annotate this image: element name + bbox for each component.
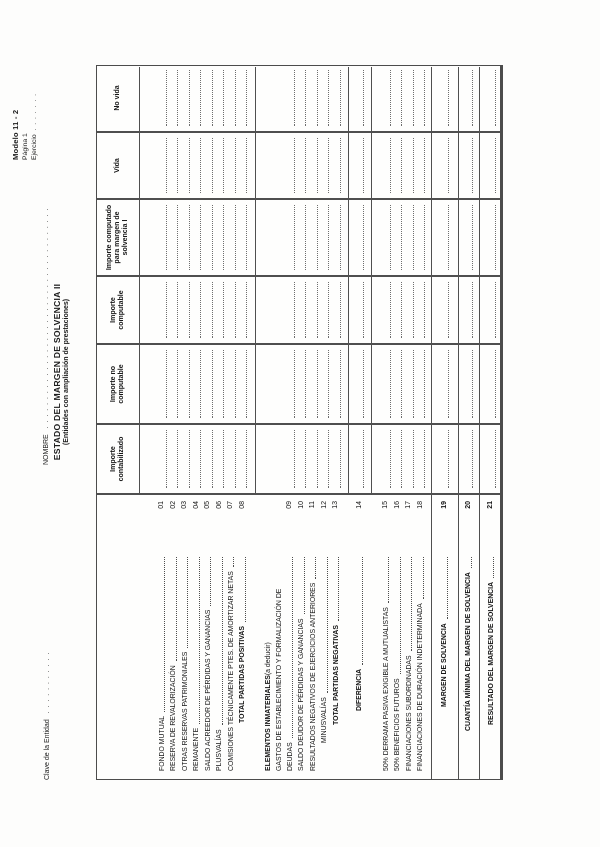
label-dotted-leader <box>164 557 165 712</box>
amount-dotted-line <box>328 205 329 270</box>
row-number: 02 <box>169 501 177 509</box>
row-number: 16 <box>393 501 401 509</box>
label-dotted-leader <box>315 557 316 579</box>
col-header-vida: Vida <box>113 158 121 173</box>
amount-dotted-line <box>424 430 425 488</box>
amount-dotted-line <box>448 282 449 338</box>
amount-dotted-line <box>401 282 402 338</box>
amount-dotted-line <box>363 205 364 270</box>
row-label-text: CUANTÍA MÍNIMA DEL MARGEN DE SOLVENCIA <box>465 572 472 731</box>
col-header-no-vida: No vida <box>113 85 121 111</box>
row-label-text: GASTOS DE ESTABLECIMIENTO Y FORMALIZACIÓN DE <box>275 588 283 771</box>
amount-dotted-line <box>235 70 236 126</box>
amount-dotted-line <box>305 205 306 270</box>
amount-dotted-line <box>177 350 178 418</box>
row-number: 21 <box>487 501 494 509</box>
amount-dotted-line <box>328 138 329 193</box>
amount-dotted-line <box>340 430 341 488</box>
amount-dotted-line <box>472 70 473 126</box>
label-dotted-leader <box>447 557 448 619</box>
row-label <box>319 554 330 743</box>
amount-dotted-line <box>223 138 224 193</box>
amount-dotted-line <box>177 138 178 193</box>
amount-dotted-line <box>363 430 364 488</box>
amount-dotted-line <box>200 205 201 270</box>
row-label <box>180 554 191 771</box>
row-label-text: FINANCIACIONES DE DURACIÓN INDETERMINADA <box>417 603 424 771</box>
entity-key-dots: . . . . . . . . . . . <box>44 651 51 714</box>
amount-dotted-line <box>328 70 329 126</box>
model-block <box>11 93 40 160</box>
amount-dotted-line <box>424 282 425 338</box>
row-label-text: REMANENTE <box>193 727 200 771</box>
amount-dotted-line <box>235 430 236 488</box>
row-label <box>296 554 307 771</box>
label-dotted-leader <box>292 557 293 738</box>
row-label-text: RESULTADO DEL MARGEN DE SOLVENCIA <box>487 581 495 725</box>
amount-dotted-line <box>200 70 201 126</box>
amount-dotted-line <box>166 350 167 418</box>
amount-dotted-line <box>448 70 449 126</box>
amount-dotted-line <box>328 430 329 488</box>
amount-dotted-line <box>223 282 224 338</box>
amount-dotted-line <box>177 205 178 270</box>
label-dotted-leader <box>245 557 246 622</box>
row-number: 01 <box>158 501 165 509</box>
row-label <box>331 554 342 725</box>
amount-dotted-line <box>413 205 414 270</box>
amount-dotted-line <box>363 138 364 193</box>
row-label <box>381 554 392 771</box>
amount-dotted-line <box>472 282 473 338</box>
row-label-text: FINANCIACIONES SUBORDINADAS <box>405 655 413 771</box>
col-header-importe-computado-margen-solvencia: Importe computado para margen de solvencia I <box>105 204 130 271</box>
row-label <box>203 554 214 771</box>
label-dotted-leader <box>210 557 211 606</box>
amount-dotted-line <box>305 282 306 338</box>
row-number: 09 <box>286 501 293 509</box>
amount-dotted-line <box>340 350 341 418</box>
amount-dotted-line <box>413 282 414 338</box>
amount-dotted-line <box>212 70 213 126</box>
amount-dotted-line <box>317 282 318 338</box>
amount-dotted-line <box>448 205 449 270</box>
amount-dotted-line <box>246 138 247 193</box>
amount-dotted-line <box>317 350 318 418</box>
row-label <box>439 554 450 707</box>
label-dotted-leader <box>222 557 223 725</box>
amount-dotted-line <box>328 350 329 418</box>
amount-dotted-line <box>212 138 213 193</box>
amount-dotted-line <box>223 430 224 488</box>
amount-dotted-line <box>177 282 178 338</box>
row-label-text: FONDO MUTUAL <box>158 715 166 771</box>
row-number: 03 <box>181 501 188 509</box>
row-number: 10 <box>297 501 305 509</box>
row-number: 20 <box>464 501 472 509</box>
amount-dotted-line <box>340 205 341 270</box>
amount-dotted-line <box>235 350 236 418</box>
table-rule-horizontal <box>431 67 432 779</box>
amount-dotted-line <box>424 138 425 193</box>
row-label-text: TOTAL PARTIDAS NEGATIVAS <box>332 625 340 725</box>
label-dotted-leader <box>199 557 200 724</box>
row-label <box>285 554 296 771</box>
amount-dotted-line <box>212 350 213 418</box>
amount-dotted-line <box>166 282 167 338</box>
row-number: 11 <box>309 501 316 509</box>
name-dots: . . . . . . . . . . . . . . . . . . . . . . . . . . . . . . . . . . . . . . <box>43 207 50 429</box>
row-label-suffix: (a deducir) <box>264 642 272 676</box>
amount-dotted-line <box>223 205 224 270</box>
amount-dotted-line <box>235 282 236 338</box>
table-rule-horizontal <box>458 67 459 779</box>
section-heading <box>274 554 285 771</box>
amount-dotted-line <box>200 138 201 193</box>
name-field <box>43 208 50 465</box>
amount-dotted-line <box>294 430 295 488</box>
amount-dotted-line <box>246 205 247 270</box>
amount-dotted-line <box>189 138 190 193</box>
row-label-text: DIFERENCIA <box>356 668 363 711</box>
row-label-text: ELEMENTOS INMATERIALES <box>264 675 272 771</box>
row-number: 05 <box>204 501 211 509</box>
amount-dotted-line <box>495 70 496 126</box>
amount-dotted-line <box>294 138 295 193</box>
amount-dotted-line <box>472 138 473 193</box>
amount-dotted-line <box>305 138 306 193</box>
amount-dotted-line <box>401 350 402 418</box>
section-heading <box>263 554 274 771</box>
amount-dotted-line <box>166 430 167 488</box>
form-title: ESTADO DEL MARGEN DE SOLVENCIA II <box>52 283 62 461</box>
table-rule-vertical <box>97 423 500 424</box>
label-dotted-leader <box>187 557 188 648</box>
amount-dotted-line <box>495 282 496 338</box>
row-label <box>486 554 497 725</box>
amount-dotted-line <box>424 350 425 418</box>
amount-dotted-line <box>212 205 213 270</box>
form-subtitle: (Entidades con ampliación de prestaciones) <box>63 298 70 446</box>
row-label-text: 50% DERRAMA PASIVA EXIGIBLE A MUTUALISTAS <box>382 607 390 771</box>
row-label-text: RESULTADOS NEGATIVOS DE EJERCICIOS ANTERIORES <box>309 582 317 771</box>
row-number: 17 <box>405 501 412 509</box>
label-dotted-leader <box>471 557 472 568</box>
amount-dotted-line <box>328 282 329 338</box>
amount-dotted-line <box>177 430 178 488</box>
table-rule-vertical <box>97 275 500 276</box>
amount-dotted-line <box>200 350 201 418</box>
amount-dotted-line <box>413 430 414 488</box>
label-dotted-leader <box>176 557 177 661</box>
col-header-importe-no-computable: Importe no computable <box>109 364 125 404</box>
amount-dotted-line <box>294 350 295 418</box>
amount-dotted-line <box>166 70 167 126</box>
amount-dotted-line <box>340 70 341 126</box>
row-label-text: RESERVA DE REVALORIZACIÓN <box>170 665 177 771</box>
amount-dotted-line <box>294 205 295 270</box>
table-rule-horizontal <box>255 67 256 494</box>
amount-dotted-line <box>495 350 496 418</box>
amount-dotted-line <box>390 138 391 193</box>
row-label-text: PLUSVALÍAS <box>216 729 223 771</box>
amount-dotted-line <box>390 205 391 270</box>
amount-dotted-line <box>246 282 247 338</box>
label-dotted-leader <box>362 557 363 665</box>
amount-dotted-line <box>363 282 364 338</box>
row-label-text: TOTAL PARTIDAS POSITIVAS <box>239 626 246 723</box>
amount-dotted-line <box>223 350 224 418</box>
row-label <box>392 554 403 771</box>
row-number: 06 <box>215 501 223 509</box>
label-dotted-leader <box>400 557 401 674</box>
table-rule-vertical <box>97 131 500 132</box>
row-label <box>415 554 426 771</box>
amount-dotted-line <box>390 430 391 488</box>
label-dotted-leader <box>423 557 424 599</box>
amount-dotted-line <box>340 282 341 338</box>
solvency-margin-table <box>96 65 503 780</box>
amount-dotted-line <box>235 205 236 270</box>
entity-key-label: Clave de la Entidad <box>44 719 51 780</box>
row-label <box>237 554 248 723</box>
amount-dotted-line <box>223 70 224 126</box>
row-number: 15 <box>382 501 389 509</box>
exercise-field <box>30 93 40 160</box>
label-dotted-leader <box>388 557 389 603</box>
amount-dotted-line <box>305 350 306 418</box>
row-label <box>191 554 202 771</box>
amount-dotted-line <box>317 430 318 488</box>
amount-dotted-line <box>390 70 391 126</box>
amount-dotted-line <box>212 282 213 338</box>
amount-dotted-line <box>390 350 391 418</box>
amount-dotted-line <box>235 138 236 193</box>
model-number: Modelo 11 - 2 <box>11 109 20 160</box>
table-rule-vertical <box>97 493 500 494</box>
row-number: 19 <box>440 501 448 509</box>
table-rule-horizontal <box>139 67 140 494</box>
row-number: 14 <box>355 501 363 509</box>
exercise-dots: . . . . . . . <box>31 92 38 131</box>
amount-dotted-line <box>448 430 449 488</box>
entity-key-field <box>44 652 51 780</box>
page-number: Página 1 <box>21 133 29 160</box>
amount-dotted-line <box>495 205 496 270</box>
amount-dotted-line <box>246 70 247 126</box>
row-number: 18 <box>416 501 424 509</box>
row-label <box>168 554 179 771</box>
row-label <box>157 554 168 771</box>
row-label <box>226 554 237 771</box>
row-label-text: DEUDAS <box>286 742 294 771</box>
amount-dotted-line <box>413 350 414 418</box>
amount-dotted-line <box>472 350 473 418</box>
amount-dotted-line <box>305 70 306 126</box>
amount-dotted-line <box>317 205 318 270</box>
label-dotted-leader <box>338 557 339 621</box>
label-dotted-leader <box>327 557 328 693</box>
amount-dotted-line <box>363 350 364 418</box>
row-label <box>214 554 225 771</box>
amount-dotted-line <box>294 282 295 338</box>
row-label-text: SALDO DEUDOR DE PÉRDIDAS Y GANANCIAS <box>298 618 305 771</box>
row-number: 13 <box>332 501 339 509</box>
amount-dotted-line <box>246 350 247 418</box>
amount-dotted-line <box>401 138 402 193</box>
row-number: 04 <box>192 501 200 509</box>
amount-dotted-line <box>177 70 178 126</box>
amount-dotted-line <box>340 138 341 193</box>
row-label-text: MARGEN DE SOLVENCIA <box>441 623 448 707</box>
amount-dotted-line <box>472 205 473 270</box>
amount-dotted-line <box>200 282 201 338</box>
row-number: 07 <box>227 501 234 509</box>
name-label: NOMBRE <box>43 434 50 465</box>
amount-dotted-line <box>448 350 449 418</box>
amount-dotted-line <box>424 70 425 126</box>
row-label-text: 50% BENEFICIOS FUTUROS <box>394 678 401 771</box>
row-label <box>463 554 474 731</box>
table-rule-vertical <box>97 343 500 344</box>
exercise-label: Ejercicio <box>31 134 38 160</box>
amount-dotted-line <box>495 430 496 488</box>
amount-dotted-line <box>317 138 318 193</box>
amount-dotted-line <box>413 138 414 193</box>
row-label <box>404 554 415 771</box>
amount-dotted-line <box>166 205 167 270</box>
row-label-text: MINUSVALÍAS <box>321 697 328 743</box>
col-header-importe-contabilizado: Importe contabilizado <box>109 436 125 482</box>
row-label-text: OTRAS RESERVAS PATRIMONIALES <box>181 651 189 771</box>
table-rule-horizontal <box>371 67 372 494</box>
label-dotted-leader <box>304 557 305 614</box>
col-header-importe-computable: Importe computable <box>109 290 125 330</box>
amount-dotted-line <box>189 430 190 488</box>
amount-dotted-line <box>401 430 402 488</box>
amount-dotted-line <box>212 430 213 488</box>
amount-dotted-line <box>189 282 190 338</box>
label-dotted-leader <box>411 557 412 651</box>
table-rule-vertical <box>97 198 500 199</box>
row-label-text: COMISIONES TÉCNICAMENTE PTES. DE AMORTIZAR NETAS <box>227 571 235 771</box>
amount-dotted-line <box>189 70 190 126</box>
row-label-text: SALDO ACREEDOR DE PÉRDIDAS Y GANANCIAS <box>204 609 212 771</box>
table-rule-horizontal <box>348 67 349 494</box>
amount-dotted-line <box>246 430 247 488</box>
amount-dotted-line <box>317 70 318 126</box>
label-dotted-leader <box>233 557 234 567</box>
row-number: 08 <box>238 501 246 509</box>
amount-dotted-line <box>390 282 391 338</box>
amount-dotted-line <box>166 138 167 193</box>
amount-dotted-line <box>401 205 402 270</box>
row-label <box>308 554 319 771</box>
amount-dotted-line <box>448 138 449 193</box>
table-rule-horizontal <box>479 67 480 779</box>
amount-dotted-line <box>413 70 414 126</box>
amount-dotted-line <box>472 430 473 488</box>
amount-dotted-line <box>294 70 295 126</box>
row-label <box>354 554 365 711</box>
row-number: 12 <box>320 501 328 509</box>
amount-dotted-line <box>189 205 190 270</box>
amount-dotted-line <box>305 430 306 488</box>
amount-dotted-line <box>401 70 402 126</box>
label-dotted-leader <box>493 557 494 578</box>
amount-dotted-line <box>363 70 364 126</box>
amount-dotted-line <box>495 138 496 193</box>
amount-dotted-line <box>189 350 190 418</box>
amount-dotted-line <box>200 430 201 488</box>
amount-dotted-line <box>424 205 425 270</box>
